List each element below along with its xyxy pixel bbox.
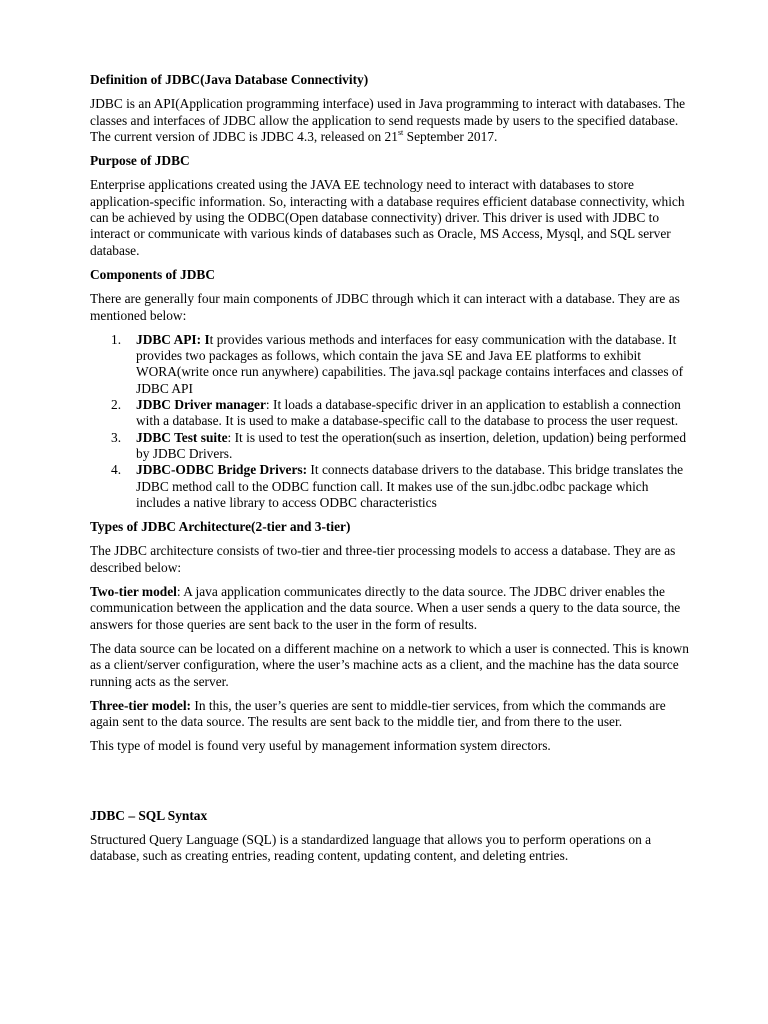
sql-syntax-paragraph: Structured Query Language (SQL) is a standardized language that allows you to perform operations on a database, such as creating entries, reading content, updating content, and deleting entries. <box>90 831 652 864</box>
list-item-term: JDBC-ODBC Bridge Drivers: <box>136 462 308 478</box>
definition-heading: Definition of JDBC(Java Database Connectivity) <box>90 72 369 87</box>
list-item <box>90 430 690 463</box>
definition-date-text: September 2017. <box>403 128 498 144</box>
components-intro: There are generally four main components of JDBC through which it can interact with a database. They are as mentioned below: <box>90 291 680 323</box>
three-tier-paragraph <box>90 698 690 731</box>
definition-text: JDBC is an API(Application programming interface) used in Java programming to interact with databases. The classes and interfaces of JDBC allow the application to send requests made by users to the specified database. The current version of JDBC is JDBC 4.3, released on 21 <box>90 96 686 144</box>
two-tier-text: : A java application communicates directly to the data source. The JDBC driver enables the communication between the application and the data source. When a user sends a query to the data source, the answers for those queries are sent back to the user in the form of results. <box>90 584 681 632</box>
mis-paragraph: This type of model is found very useful by management information system directors. <box>90 738 551 754</box>
purpose-paragraph: Enterprise applications created using the JAVA EE technology need to interact with databases to store application-specific information. So, interacting with a database requires efficient database connectivity, which can be achieved by using the ODBC(Open database connectivity) driver. This driver is used with JDBC to interact or communicate with various kinds of databases such as Oracle, MS Access, Mysql, and SQL server database. <box>90 177 685 258</box>
list-item-term: JDBC Driver manager <box>136 397 266 413</box>
list-item-number: 2. <box>111 397 122 413</box>
list-item-text: It connects database drivers to the database. This bridge translates the JDBC method call to the ODBC function call. It makes use of the sun.jdbc.odbc package which includes a native library to access ODBC characteristics <box>136 462 684 510</box>
components-heading: Components of JDBC <box>90 266 215 282</box>
list-item-text: : It loads a database-specific driver in an application to establish a connection with a database. It is used to make a database-specific call to the database to process the user request. <box>136 397 681 429</box>
three-tier-text: In this, the user’s queries are sent to middle-tier services, from which the commands are again sent to the data source. The results are sent back to the middle tier, and from there to the user. <box>90 697 666 730</box>
purpose-heading: Purpose of JDBC <box>90 153 190 169</box>
list-item-term: JDBC Test suite <box>136 429 228 445</box>
two-tier-term: Two-tier model <box>90 584 177 600</box>
list-item-text: t provides various methods and interfaces for easy communication with the database. It provides two packages as follows, which contain the java SE and Java EE platforms to exhibit WORA(write once run anywhere) capabilities. The java.sql package contains interfaces and classes of JDBC API <box>136 331 684 396</box>
client-server-paragraph: The data source can be located on a different machine on a network to which a user is connected. This is known as a client/server configuration, where the user’s machine acts as a client, and the machine has the data source running acts as the server. <box>90 640 689 689</box>
architecture-heading: Types of JDBC Architecture(2-tier and 3-tier) <box>90 519 351 535</box>
two-tier-paragraph <box>90 584 690 633</box>
list-item-number: 1. <box>111 331 122 347</box>
list-item-text: : It is used to test the operation(such as insertion, deletion, updation) being performed by JDBC Drivers. <box>136 429 687 461</box>
list-item-number: 4. <box>111 462 122 478</box>
list-item-term: JDBC API: I <box>136 331 210 347</box>
definition-paragraph <box>90 96 690 145</box>
three-tier-term: Three-tier model: <box>90 697 192 713</box>
list-item <box>90 332 690 397</box>
architecture-intro: The JDBC architecture consists of two-tier and three-tier processing models to access a database. They are as described below: <box>90 543 676 575</box>
list-item <box>90 397 690 430</box>
date-ordinal-suffix: st <box>397 127 404 137</box>
components-list <box>90 332 690 511</box>
list-item-number: 3. <box>111 429 122 445</box>
sql-syntax-heading: JDBC – SQL Syntax <box>90 807 208 823</box>
list-item <box>90 462 690 511</box>
section-spacer <box>90 763 690 808</box>
document-page <box>90 72 690 873</box>
